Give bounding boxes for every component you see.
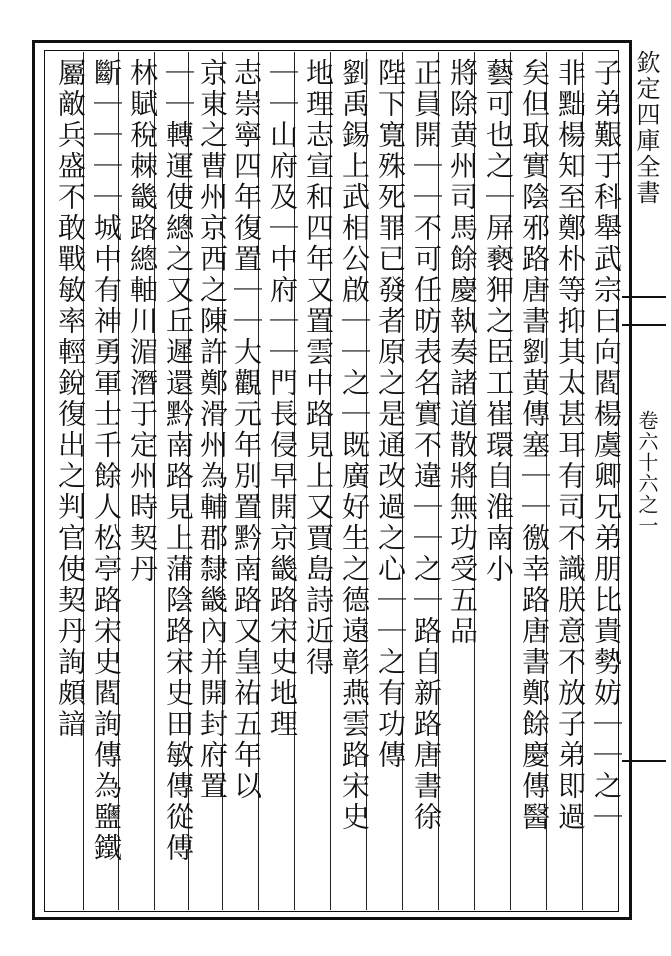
juan-label: 卷六十六之一 [635,410,659,536]
text-column: 京東之曹州京西之陳許鄭滑州為輔郡隸畿內并開封府置 [196,58,229,802]
text-column: 劉禹錫上武相公啟｜｜之｜既廣好生之德遠彰燕雲路宋史 [338,58,371,833]
text-column: ｜｜轉運使總之又丘遲還黔南路見上蒲陰路宋史田敏傳從傅 [162,58,195,864]
text-column: 志崇寧四年復置｜｜大觀元年別置黔南路又皇祐五年以 [230,58,263,802]
fishtail-mark-lower [622,760,666,762]
text-column: ｜｜山府及｜中府｜｜門長侵早開京畿路宋史地理 [266,58,299,740]
text-column: 將除黄州司馬餘慶執奏諸道散將無功受五品 [446,58,479,647]
book-title: 欽定四庫全書 [632,50,660,206]
text-column: 地理志宣和四年又置雲中路見上又賈島詩近得 [302,58,335,678]
text-column: 矣但取實陰邪路唐書劉黄傳塞｜｜徼幸路唐書鄭餘慶傳醫 [518,58,551,833]
text-column: 藝可也之｜屏褻狎之臣工崔環自淮南小 [482,58,515,585]
text-column: 子弟艱于科舉武宗曰向閻楊虞卿兄弟朋比貴勢妨｜｜之｜ [590,58,623,833]
text-column: 屬敵兵盛不敢戰敏率輕銳復出之判官使契丹詢頗諳 [54,58,87,740]
text-column: 正員開｜｜不可任昉表名實不違｜｜之｜路自新路唐書徐 [410,58,443,833]
text-column: 斷｜｜｜｜城中有神勇軍士千餘人松亭路宋史閻詢傳為鹽鐵 [90,58,123,864]
text-column: 陛下寛殊死罪已發者原之是通改過之心｜｜之有功傳 [374,58,407,771]
text-column: 非黜楊知至鄭朴等抑其太甚耳有司不識朕意不放子弟即過 [554,58,587,833]
fishtail-mark [622,296,666,326]
text-column: 林賦稅棘畿路總軸川湄潛于定州時契丹 [126,58,159,585]
